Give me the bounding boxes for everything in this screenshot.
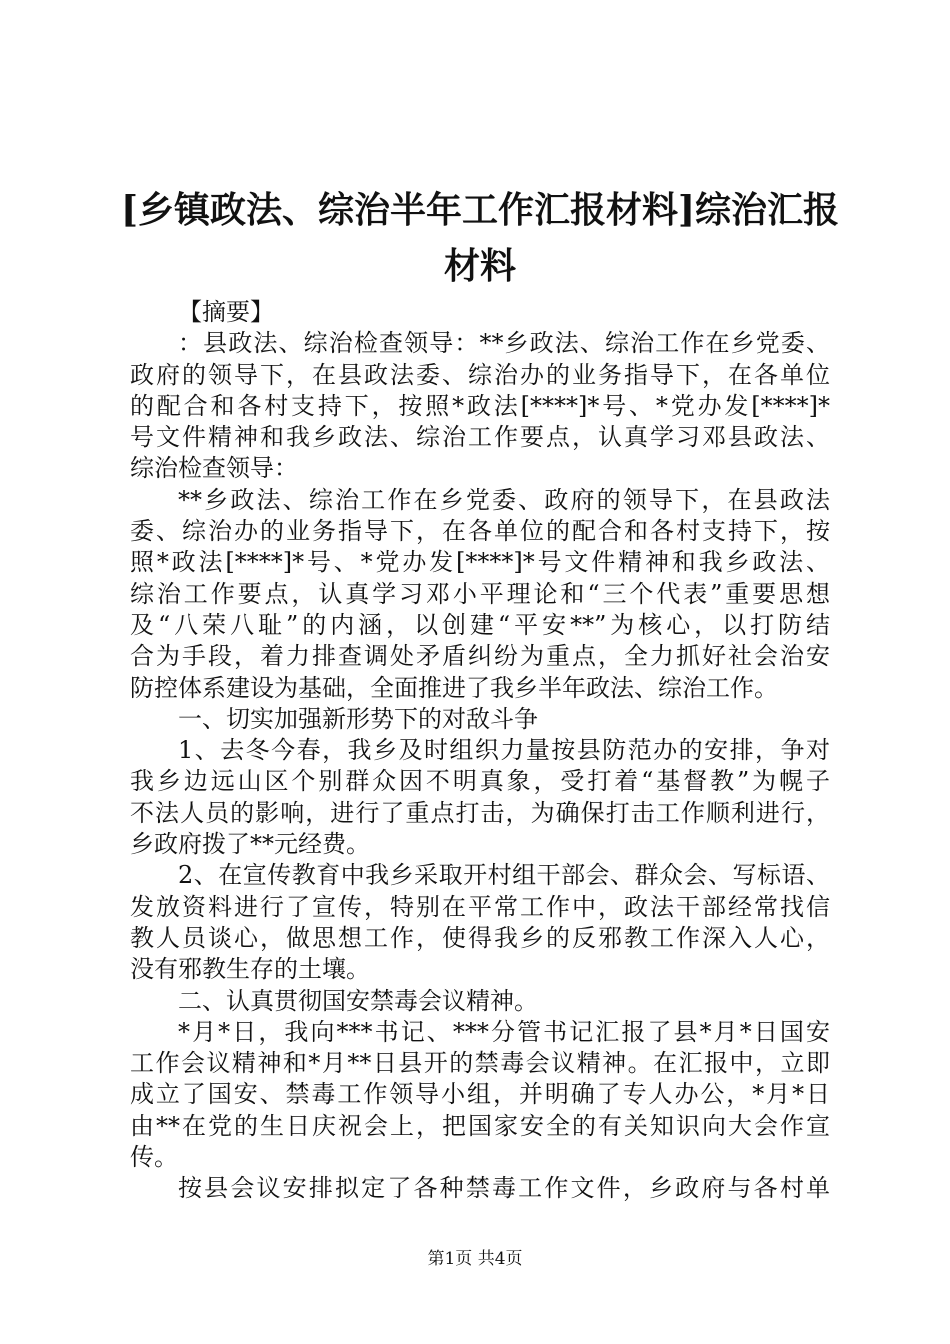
body-text-line: 综治检查领导： — [130, 454, 298, 483]
body-text-line: 发放资料进行了宣传，特别在平常工作中，政法干部经常找信 — [130, 892, 830, 921]
body-text-line: 一、切实加强新形势下的对敌斗争 — [178, 704, 538, 733]
body-text-line: **乡政法、综治工作在乡党委、政府的领导下，在县政法 — [178, 485, 830, 514]
body-text-line: 2、在宣传教育中我乡采取开村组干部会、群众会、写标语、 — [178, 861, 830, 890]
body-text-line: 及“八荣八耻”的内涵，以创建“平安**”为核心，以打防结 — [130, 610, 830, 639]
body-text-line: 防控体系建设为基础，全面推进了我乡半年政法、综治工作。 — [130, 673, 778, 702]
body-text-line: 按县会议安排拟定了各种禁毒工作文件，乡政府与各村单 — [178, 1174, 830, 1203]
body-text-line: ：县政法、综治检查领导：**乡政法、综治工作在乡党委、 — [178, 329, 830, 358]
body-text-line: 照*政法[****]*号、*党办发[****]*号文件精神和我乡政法、 — [130, 548, 830, 577]
body-text-line: 不法人员的影响，进行了重点打击，为确保打击工作顺利进行， — [130, 798, 830, 827]
body-text-line: 由**在党的生日庆祝会上，把国家安全的有关知识向大会作宣 — [130, 1111, 830, 1140]
body-text-line: 没有邪教生存的土壤。 — [130, 955, 370, 984]
body-text-line: 政府的领导下，在县政法委、综治办的业务指导下，在各单位 — [130, 360, 830, 389]
body-text-line: 1、去冬今春，我乡及时组织力量按县防范办的安排，争对 — [178, 736, 830, 765]
body-text-line: 二、认真贯彻国安禁毒会议精神。 — [178, 986, 538, 1015]
page-footer: 第1页 共4页 — [427, 1249, 523, 1269]
document-title-line-2: 材料 — [443, 245, 516, 287]
document-body — [130, 297, 830, 1205]
body-text-line: 我乡边远山区个别群众因不明真象，受打着“基督教”为幌子 — [130, 767, 830, 796]
body-text-line: 的配合和各村支持下，按照*政法[****]*号、*党办发[****]* — [130, 391, 830, 420]
body-text-line: 教人员谈心，做思想工作，使得我乡的反邪教工作深入人心， — [130, 923, 830, 952]
body-text-line: 乡政府拨了**元经费。 — [130, 830, 370, 859]
body-text-line: 【摘要】 — [178, 298, 274, 326]
body-text-line: *月*日，我向***书记、***分管书记汇报了县*月*日国安 — [178, 1017, 830, 1046]
body-text-line: 委、综治办的业务指导下，在各单位的配合和各村支持下，按 — [130, 517, 830, 546]
document-title-line-1: [乡镇政法、综治半年工作汇报材料]综治汇报 — [120, 189, 840, 231]
body-text-line: 传。 — [130, 1143, 178, 1172]
body-text-line: 成立了国安、禁毒工作领导小组，并明确了专人办公，*月*日 — [130, 1080, 830, 1109]
body-text-line: 综治工作要点，认真学习邓小平理论和“三个代表”重要思想 — [130, 579, 830, 608]
body-text-line: 号文件精神和我乡政法、综治工作要点，认真学习邓县政法、 — [130, 423, 830, 452]
body-text-line: 合为手段，着力排查调处矛盾纠纷为重点，全力抓好社会治安 — [130, 642, 830, 671]
body-text-line: 工作会议精神和*月**日县开的禁毒会议精神。在汇报中，立即 — [130, 1049, 830, 1078]
